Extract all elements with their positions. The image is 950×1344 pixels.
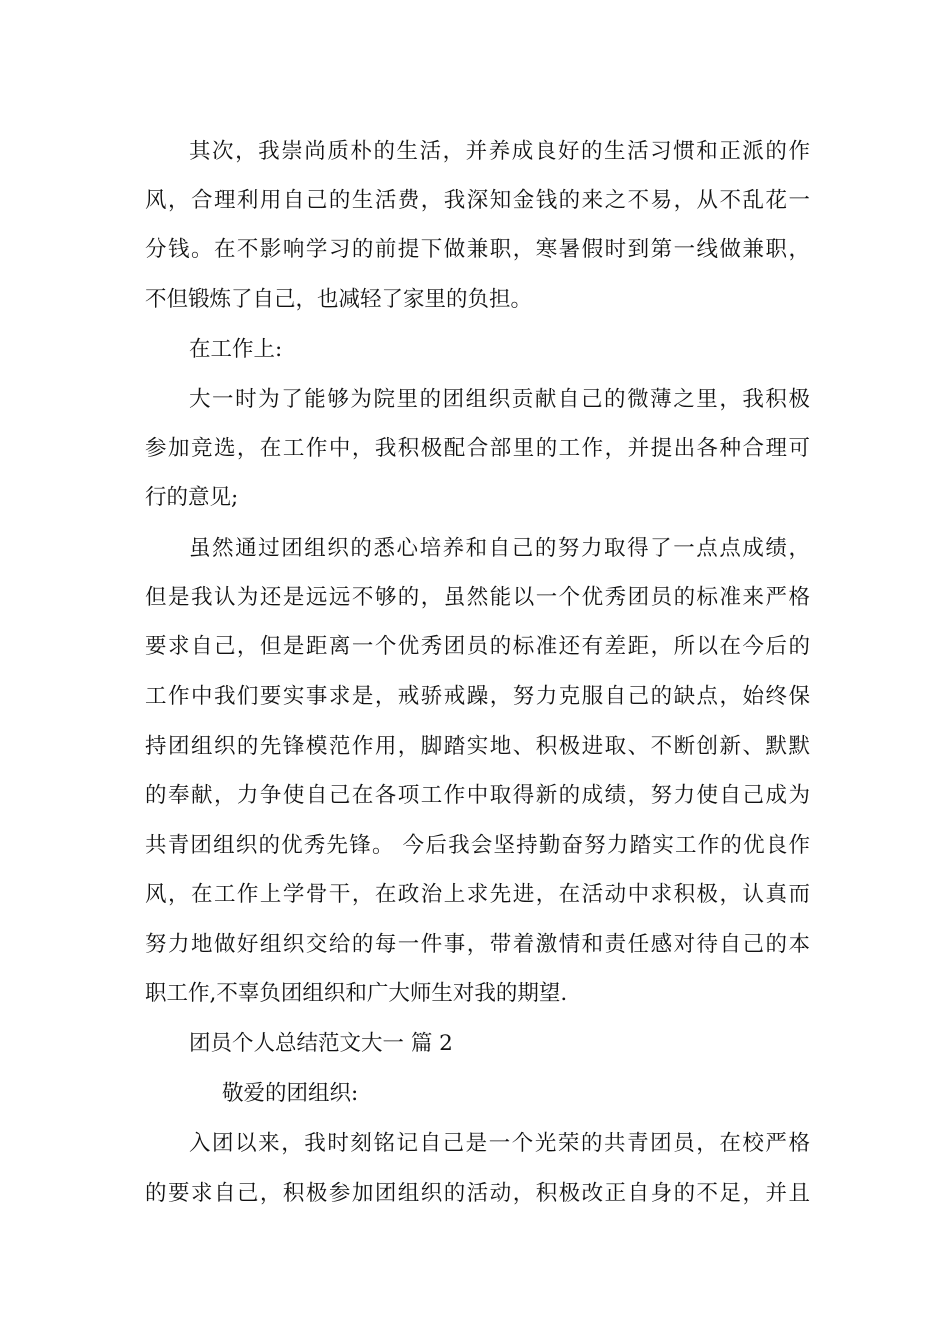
section-heading: 在工作上: — [189, 337, 283, 362]
salutation: 敬爱的团组织: — [222, 1081, 359, 1106]
paragraph-line: 的要求自己，积极参加团组织的活动，积极改正自身的不足，并且 — [145, 1181, 810, 1206]
paragraph-line: 职工作,不辜负团组织和广大师生对我的期望. — [145, 981, 568, 1006]
paragraph-line: 行的意见; — [145, 485, 239, 510]
paragraph-line: 风，合理利用自己的生活费，我深知金钱的来之不易，从不乱花一 — [145, 188, 810, 213]
section-title: 团员个人总结范文大一 篇 2 — [189, 1031, 453, 1056]
paragraph-line: 共青团组织的优秀先锋。 今后我会坚持勤奋努力踏实工作的优良作 — [145, 833, 810, 858]
paragraph-line: 分钱。在不影响学习的前提下做兼职，寒暑假时到第一线做兼职， — [145, 237, 810, 262]
paragraph-line: 的奉献，力争使自己在各项工作中取得新的成绩，努力使自己成为 — [145, 783, 810, 808]
paragraph-line: 虽然通过团组织的悉心培养和自己的努力取得了一点点成绩， — [189, 536, 810, 561]
paragraph-line: 要求自己，但是距离一个优秀团员的标准还有差距，所以在今后的 — [145, 634, 810, 659]
paragraph-line: 努力地做好组织交给的每一件事，带着激情和责任感对待自己的本 — [145, 932, 810, 957]
paragraph-line: 风，在工作上学骨干，在政治上求先进，在活动中求积极，认真而 — [145, 882, 810, 907]
paragraph-line: 入团以来，我时刻铭记自己是一个光荣的共青团员，在校严格 — [189, 1131, 810, 1156]
paragraph-line: 持团组织的先锋模范作用，脚踏实地、积极进取、不断创新、默默 — [145, 734, 810, 759]
paragraph-line: 大一时为了能够为院里的团组织贡献自己的微薄之里，我积极 — [189, 387, 810, 412]
paragraph-line: 参加竞选，在工作中，我积极配合部里的工作，并提出各种合理可 — [145, 436, 810, 461]
paragraph-line: 但是我认为还是远远不够的，虽然能以一个优秀团员的标准来严格 — [145, 585, 810, 610]
paragraph-line: 其次，我崇尚质朴的生活，并养成良好的生活习惯和正派的作 — [189, 139, 810, 164]
paragraph-line: 不但锻炼了自己，也减轻了家里的负担。 — [145, 287, 533, 312]
paragraph-line: 工作中我们要实事求是，戒骄戒躁，努力克服自己的缺点，始终保 — [145, 684, 810, 709]
